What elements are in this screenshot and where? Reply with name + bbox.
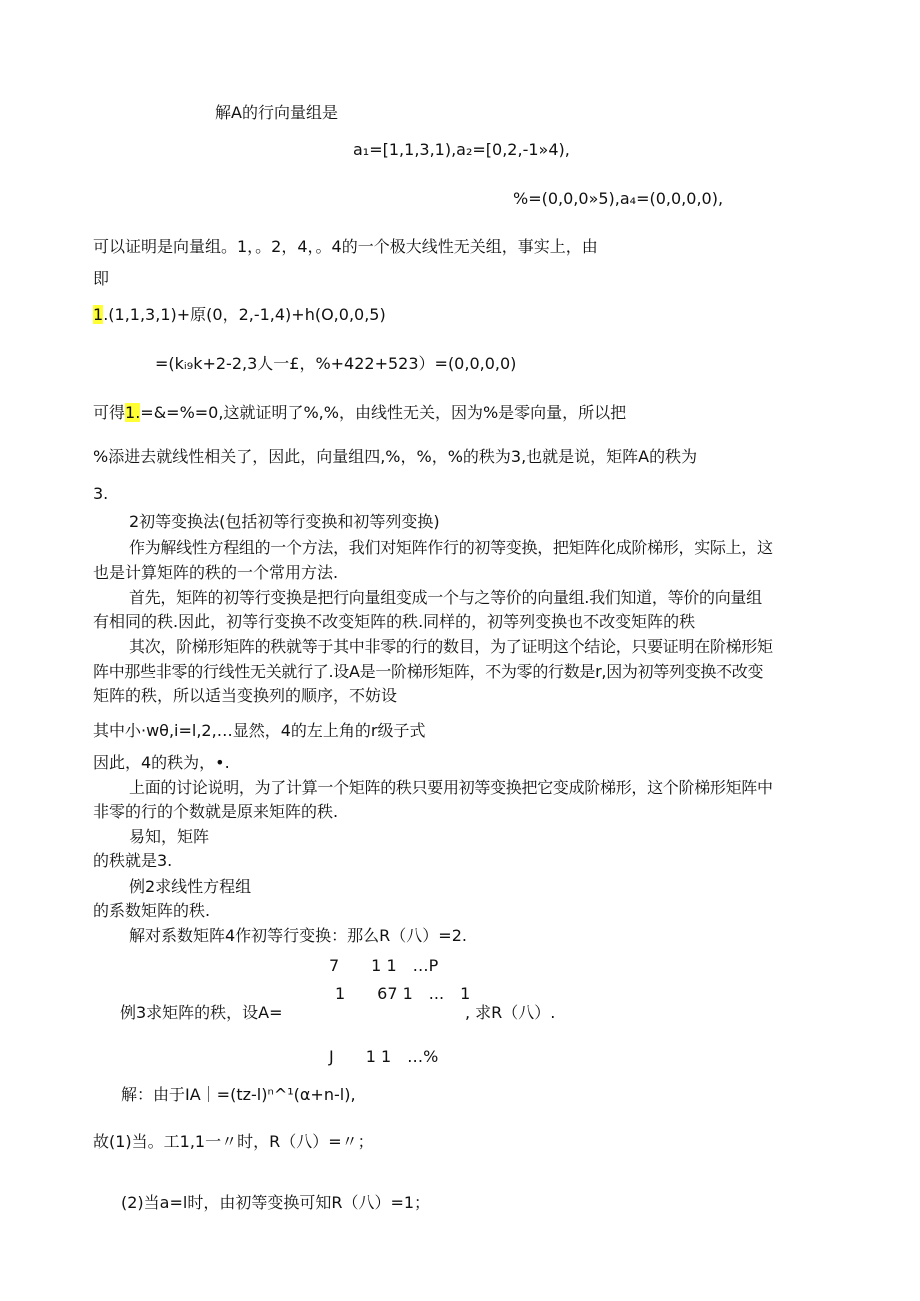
text-fragment: =&=%=0,这就证明了%,%，由线性无关，因为%是零向量，所以把 <box>140 403 627 422</box>
text-line: 非零的行的个数就是原来矩阵的秩. <box>93 802 339 821</box>
text-fragment: 可得 <box>93 403 126 422</box>
text-line: 例3求矩阵的秩，设A= <box>120 1003 283 1022</box>
matrix-row: J 1 1 …% <box>329 1047 439 1066</box>
highlight-mark: 1. <box>125 403 141 422</box>
formula-text: .(1,1,3,1)+原(0，2,-1,4)+h(O,0,0,5) <box>103 305 386 324</box>
text-line: 其次，阶梯形矩阵的秩就等于其中非零的行的数目，为了证明这个结论，只要证明在阶梯形矩 <box>129 637 773 656</box>
text-line: (2)当a=l时，由初等变换可知R（八）=1； <box>121 1193 431 1212</box>
text-line: 的系数矩阵的秩. <box>93 901 211 920</box>
text-line: 可以证明是向量组。1，。2，4，。4的一个极大线性无关组，事实上，由 <box>93 237 598 256</box>
text-line: 解对系数矩阵4作初等行变换：那么R（八）=2. <box>129 926 467 945</box>
text-line: 其中小·wθ,i=l,2,…显然，4的左上角的r级子式 <box>93 721 426 740</box>
text-line: 易知，矩阵 <box>129 827 210 846</box>
text-line: 也是计算矩阵的秩的一个常用方法. <box>93 563 339 582</box>
text-line: 解：由于IA｜=(tz-l)ⁿ^¹(α+n-l), <box>121 1085 356 1104</box>
text-line: 的秩就是3. <box>93 851 173 870</box>
text-line: 阵中那些非零的行线性无关就行了.设A是一阶梯形矩阵，不为零的行数是r,因为初等列变换不改变 <box>93 662 764 681</box>
text-line: , 求R（八）. <box>465 1003 556 1022</box>
text-line: %添进去就线性相关了，因此，向量组四,%，%，%的秩为3,也就是说，矩阵A的秩为 <box>93 447 698 466</box>
text-line: 首先，矩阵的初等行变换是把行向量组变成一个与之等价的向量组.我们知道，等价的向量组 <box>129 588 762 607</box>
text-line: 作为解线性方程组的一个方法，我们对矩阵作行的初等变换，把矩阵化成阶梯形，实际上，这 <box>129 538 773 557</box>
text-line: 矩阵的秩，所以适当变换列的顺序，不妨设 <box>93 686 398 705</box>
text-line: 上面的讨论说明，为了计算一个矩阵的秩只要用初等变换把它变成阶梯形，这个阶梯形矩阵中 <box>129 778 773 797</box>
formula-line: a₁=[1,1,3,1),a₂=[0,2,-1»4), <box>353 140 570 159</box>
text-line: 解A的行向量组是 <box>215 103 338 122</box>
text-line: 3. <box>93 484 109 503</box>
section-heading: 2初等变换法(包括初等行变换和初等列变换) <box>129 512 440 531</box>
text-line: 例2求线性方程组 <box>129 877 252 896</box>
formula-line <box>93 304 386 326</box>
text-line: 有相同的秩.因此，初等行变换不改变矩阵的秩.同样的，初等列变换也不改变矩阵的秩 <box>93 612 696 631</box>
formula-line: =(kᵢ₉k+2-2,3人一£，%+422+523）=(0,0,0,0) <box>155 354 517 373</box>
formula-line: %=(0,0,0»5),a₄=(0,0,0,0), <box>513 189 724 208</box>
text-line <box>93 402 626 424</box>
matrix-row: 7 1 1 …P <box>329 956 439 975</box>
text-line: 因此，4的秩为，•. <box>93 753 230 772</box>
text-line: 即 <box>93 269 110 288</box>
highlight-mark: 1 <box>93 305 104 324</box>
matrix-row: 1 67 1 ... 1 <box>335 984 471 1003</box>
text-line: 故(1)当。工1,1一〃时，R（八）=〃； <box>93 1132 374 1151</box>
